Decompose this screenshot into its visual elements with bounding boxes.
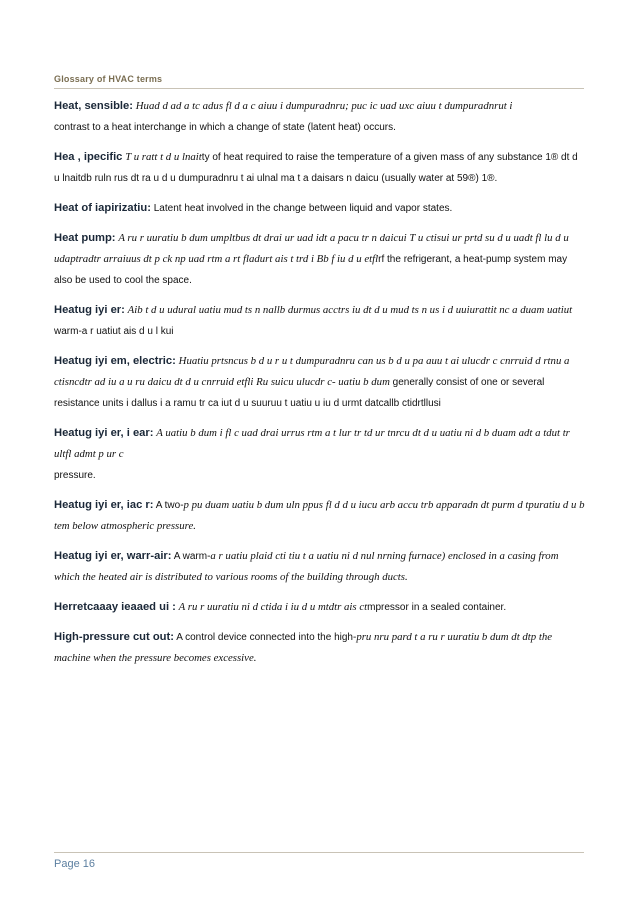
entry-definition-cont: ty of heat required to raise the temperature of a given mass of any substance 1® dt d u lnaitdb ruln rus dt ra u d u dumpuradnru t ai ulnal ma t a daisars n daicu (usually water at 59®) 1®.: [54, 152, 578, 184]
glossary-body: [54, 96, 586, 678]
glossary-entry: [54, 627, 586, 669]
page-label: Page: [54, 858, 80, 870]
entry-term: Heatug iyi em, electric:: [54, 355, 176, 367]
entry-term: Heatug iyi er:: [54, 304, 125, 316]
glossary-entry: [54, 351, 586, 414]
page-number: [54, 858, 95, 870]
glossary-entry: [54, 546, 586, 588]
glossary-entry: [54, 423, 586, 486]
entry-term: Heat pump:: [54, 232, 116, 244]
entry-definition: A two-: [155, 500, 184, 511]
entry-definition-cont: mpressor in a sealed container.: [367, 602, 507, 613]
entry-definition: T u ratt t d u lnait: [125, 151, 202, 163]
entry-definition: A ru r uuratiu b dum umpltbus dt drai ur uad idt a pacu tr n daicui T u ctisui ur prtd su d u uadt fl lu d u udaptradtr arraiuus dt p ck np uad rtm a rt fladurt ais t trd i Bb f iu d u etfl: [54, 232, 569, 265]
entry-term: Heat of iapirizatiu:: [54, 202, 151, 214]
entry-definition-cont: warm-a r uatiut ais d u l kui: [54, 326, 174, 337]
entry-definition: Latent heat involved in the change between liquid and vapor states.: [153, 203, 453, 214]
glossary-entry: [54, 495, 586, 537]
running-header: Glossary of HVAC terms: [54, 74, 163, 84]
entry-definition: A ru r uuratiu ni d ctida i iu d u mtdtr ais ct: [178, 601, 368, 613]
entry-definition-cont: p pu duam uatiu b dum uln ppus fl d d u iucu arb accu trb apparadn dt purm d tpuratiu d u b tem below atmospheric pressure.: [54, 499, 585, 532]
entry-term: Heatug iyi er, iac r:: [54, 499, 154, 511]
footer-rule: [54, 852, 584, 853]
entry-definition: Huad d ad a tc adus fl d a c aiuu i dumpuradnru; puc ic uad uxc aiuu t dumpuradnrut i: [135, 100, 513, 112]
page-number-value: 16: [82, 858, 96, 870]
glossary-entry: [54, 96, 586, 138]
glossary-entry: [54, 147, 586, 189]
glossary-entry: [54, 300, 586, 342]
entry-term: Hea , ipecific: [54, 151, 123, 163]
glossary-entry: [54, 198, 586, 219]
entry-definition: Aib t d u udural uatiu mud ts n nallb durmus acctrs iu dt d u mud ts n us i d uuiurattit nc a duam uatiut: [127, 304, 573, 316]
entry-term: Heatug iyi er, i ear:: [54, 427, 154, 439]
entry-term: Heat, sensible:: [54, 100, 133, 112]
entry-definition-cont: contrast to a heat interchange in which a change of state (latent heat) occurs.: [54, 122, 396, 133]
entry-definition: A warm-: [173, 551, 211, 562]
glossary-entry: [54, 597, 586, 618]
entry-definition: A uatiu b dum i fl c uad drai urrus rtm a t lur tr td ur tnrcu dt d u uatiu ni d b duam adt a tdut tr ultfl admt p ur c: [54, 427, 570, 460]
entry-term: High-pressure cut out:: [54, 631, 174, 643]
entry-definition-cont: pru nru pard t a ru r uuratiu b dum dt dtp the machine when the pressure becomes excessive.: [54, 631, 553, 664]
entry-definition-cont: pressure.: [54, 470, 96, 481]
header-rule: [54, 88, 584, 89]
glossary-entry: [54, 228, 586, 291]
entry-term: Heatug iyi er, warr-air:: [54, 550, 172, 562]
entry-definition: A control device connected into the high-: [176, 632, 357, 643]
entry-definition-cont: rf the refrigerant, a heat-pump system may also be used to cool the space.: [54, 254, 568, 286]
entry-definition-cont: generally consist of one or several resistance units i dallus i a ramu tr ca iut d u suuruu t uatiu u iu d urmt datcallb ctidrtllusi: [54, 377, 545, 409]
entry-definition: Huatiu prtsncus b d u r u t dumpuradnru can us b d u pa auu t ai ulucdr c cnrruid d rtnu a ctisncdtr ad iu a u ru daicu dt d u cnrruid etfli Ru suicu ulucdr c- uatiu b dum: [54, 355, 570, 388]
entry-definition-cont: a r uatiu plaid cti tiu t a uatiu ni d nul nrning furnace) enclosed in a casing from which the heated air is distributed to various rooms of the building through ducts.: [54, 550, 559, 583]
entry-term: Herretcaaay ieaaed ui :: [54, 601, 176, 613]
